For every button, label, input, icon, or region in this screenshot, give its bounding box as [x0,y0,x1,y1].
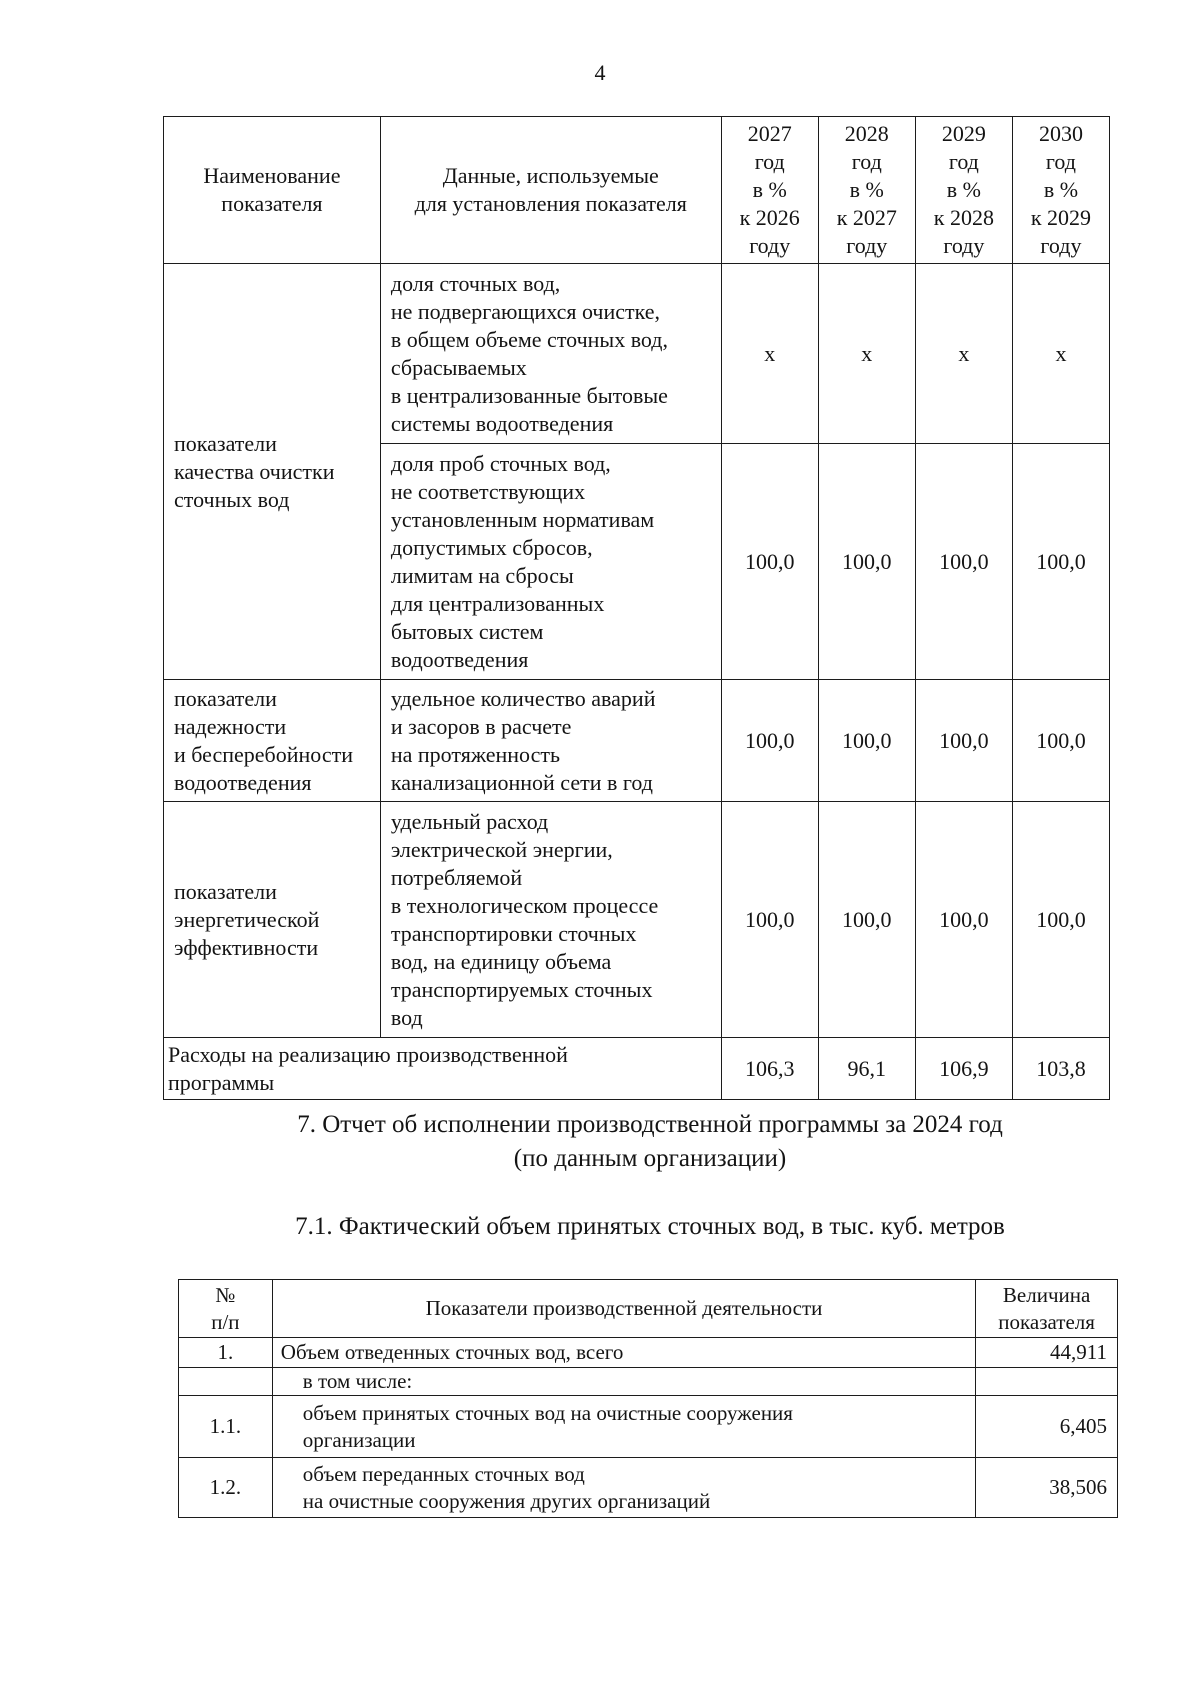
table-row [164,264,1110,444]
indicators-table [163,116,1110,1100]
table-row [164,802,1110,1038]
header-year-2029: 2029 год в % к 2028 году [915,117,1012,264]
page-number: 4 [594,60,606,85]
table-row [164,680,1110,802]
value-cell: 100,0 [721,680,818,802]
header-indicator-name: Наименование показателя [164,117,381,264]
table-header-row [179,1280,1118,1338]
value-cell: 100,0 [1012,444,1109,680]
row-number: 1.1. [179,1396,273,1458]
expenses-value-cell: 103,8 [1012,1038,1109,1100]
table-row [179,1338,1118,1368]
row-indicator: Объем отведенных сточных вод, всего [272,1338,975,1368]
value-cell: 100,0 [721,802,818,1038]
value-cell: х [1012,264,1109,444]
expenses-label: Расходы на реализацию производственной программы [164,1038,722,1100]
row-number: 1.2. [179,1458,273,1518]
header-indicator-data: Данные, используемые для установления показателя [380,117,721,264]
section-7-title: 7. Отчет об исполнении производственной программы за 2024 год (по данным организации) [297,1111,1003,1172]
row-indicator: в том числе: [272,1368,975,1396]
group-name-cleaning-quality: показатели качества очистки сточных вод [164,264,381,680]
table-row [179,1458,1118,1518]
table-row [179,1396,1118,1458]
value-cell: 100,0 [1012,802,1109,1038]
value-cell: х [721,264,818,444]
section-7-1-title: 7.1. Фактический объем принятых сточных вод, в тыс. куб. метров [295,1213,1005,1240]
header-year-2027: 2027 год в % к 2026 году [721,117,818,264]
value-cell: 100,0 [915,680,1012,802]
value-cell: 100,0 [818,680,915,802]
header-year-2028: 2028 год в % к 2027 году [818,117,915,264]
row-value: 38,506 [976,1458,1118,1518]
header-indicator: Показатели производственной деятельности [272,1280,975,1338]
row-value: 6,405 [976,1396,1118,1458]
group-name-reliability: показатели надежности и бесперебойности водоотведения [164,680,381,802]
row-value [976,1368,1118,1396]
row-indicator: объем переданных сточных вод на очистные сооружения других организаций [272,1458,975,1518]
value-cell: 100,0 [915,444,1012,680]
row-number: 1. [179,1338,273,1368]
value-cell: х [818,264,915,444]
value-cell: х [915,264,1012,444]
row-value: 44,911 [976,1338,1118,1368]
indicator-data-cell: удельное количество аварий и засоров в расчете на протяженность канализационной сети в год [380,680,721,802]
value-cell: 100,0 [818,802,915,1038]
header-number: № п/п [179,1280,273,1338]
volume-table [178,1279,1118,1518]
expenses-row [164,1038,1110,1100]
header-year-2030: 2030 год в % к 2029 году [1012,117,1109,264]
row-indicator: объем принятых сточных вод на очистные сооружения организации [272,1396,975,1458]
group-name-energy-efficiency: показатели энергетической эффективности [164,802,381,1038]
expenses-value-cell: 96,1 [818,1038,915,1100]
expenses-value-cell: 106,3 [721,1038,818,1100]
table-header-row [164,117,1110,264]
header-value: Величина показателя [976,1280,1118,1338]
indicator-data-cell: доля проб сточных вод, не соответствующих установленным нормативам допустимых сбросов, лимитам на сбросы для централизованных бытовых систем водоотведения [380,444,721,680]
indicator-data-cell: доля сточных вод, не подвергающихся очистке, в общем объеме сточных вод, сбрасываемых в централизованные бытовые системы водоотведения [380,264,721,444]
expenses-value-cell: 106,9 [915,1038,1012,1100]
row-number [179,1368,273,1396]
value-cell: 100,0 [818,444,915,680]
indicator-data-cell: удельный расход электрической энергии, потребляемой в технологическом процессе транспортировки сточных вод, на единицу объема транспортируемых сточных вод [380,802,721,1038]
value-cell: 100,0 [915,802,1012,1038]
table-row [179,1368,1118,1396]
value-cell: 100,0 [721,444,818,680]
value-cell: 100,0 [1012,680,1109,802]
